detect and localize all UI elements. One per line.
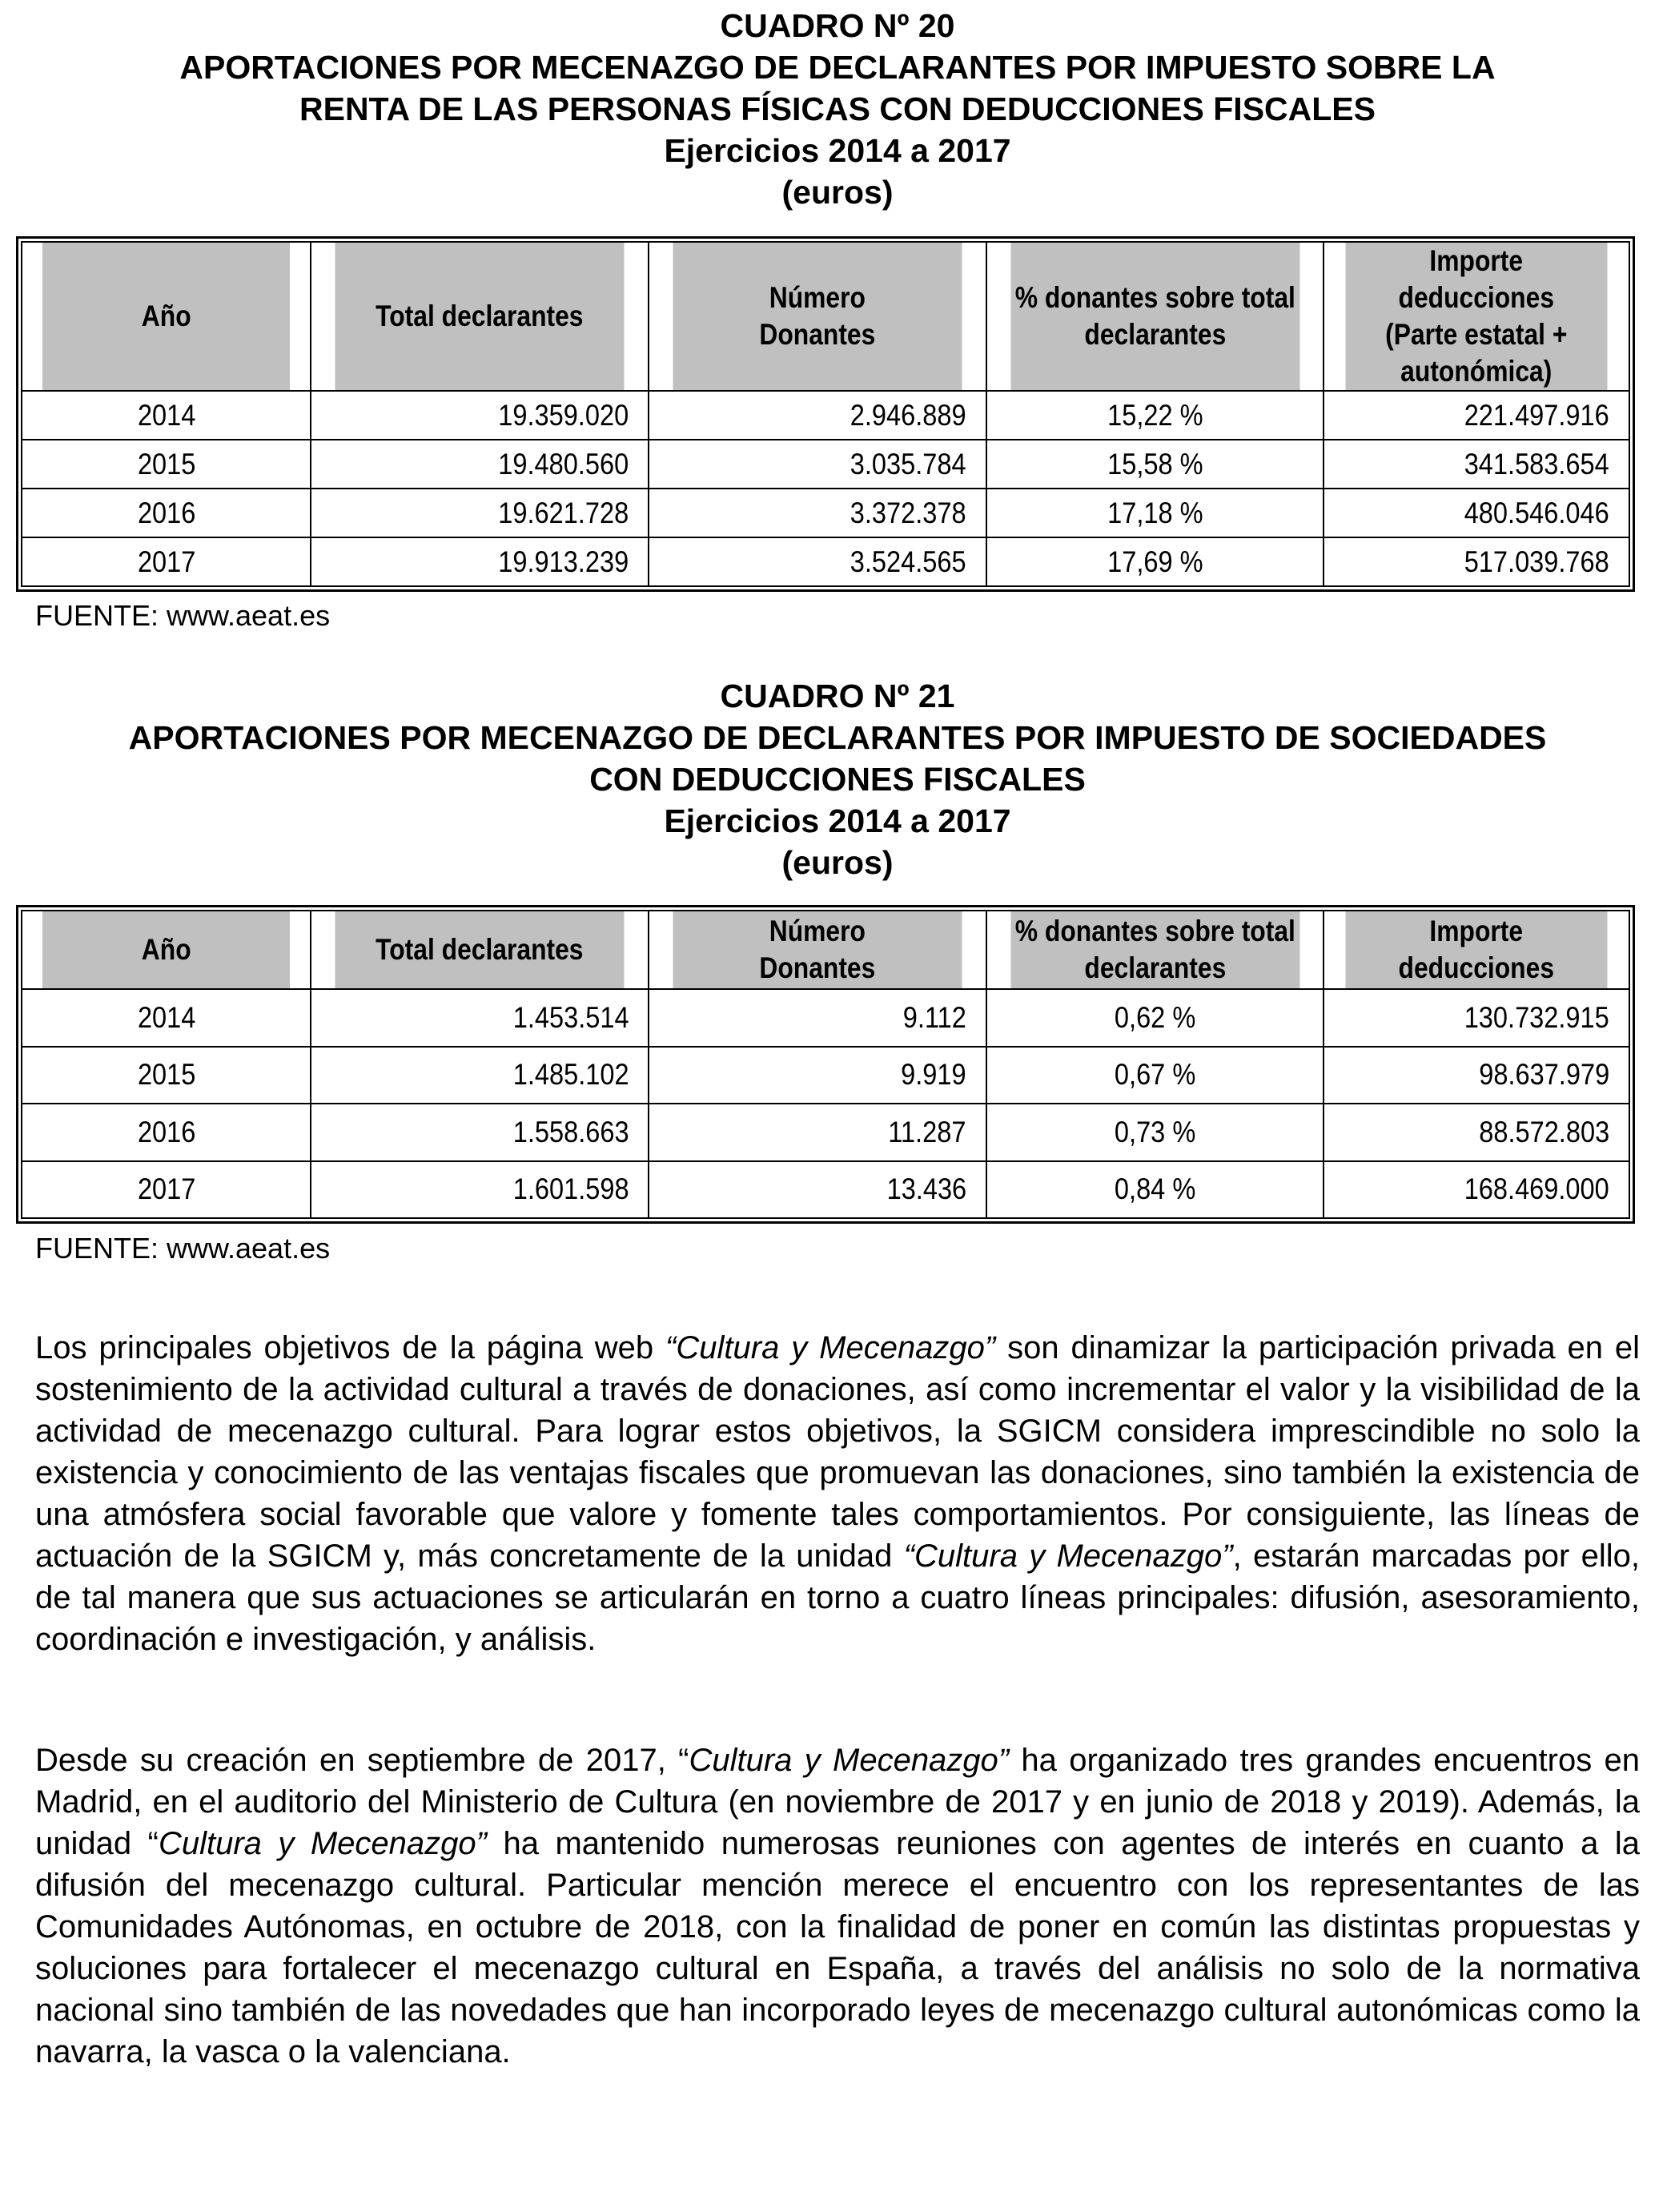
- paragraph-text: ha mantenido numerosas reuniones con agentes de interés en cuanto a la difusión del mecenazgo cultural. Particular mención merece el encuentro con los representantes de las Comunidades Autónomas, en octubre de 2018, con la finalidad de poner en común las distintas propuestas y soluciones para fortalecer el mecenazgo cultural en España, a través del análisis no solo de la normativa nacional sino también de las novedades que han incorporado leyes de mecenazgo cultural autonómicas como la navarra, la vasca o la valenciana.: [35, 1826, 1641, 2069]
- cuadro-21-period: Ejercicios 2014 a 2017: [664, 802, 1011, 839]
- cuadro-20-number: CUADRO Nº 20: [720, 7, 955, 44]
- cuadro-21-source: FUENTE: www.aeat.es: [35, 1232, 331, 1265]
- header-deduction-amount: Importe deducciones: [1345, 911, 1608, 989]
- paragraph-text: , estarán marcadas por ello, de tal manera que sus actuaciones se articularán en torno a cuatro líneas principales: difusión, asesoramiento, coordinación e investigación, y análisis.: [35, 1538, 1640, 1657]
- cuadro-20-period: Ejercicios 2014 a 2017: [664, 132, 1011, 169]
- cell-total: 1.601.598: [311, 1161, 649, 1219]
- cell-donors: 13.436: [649, 1161, 986, 1219]
- cell-year: 2016: [22, 489, 311, 537]
- cell-donors: 3.035.784: [649, 440, 986, 489]
- table-row: [22, 440, 1629, 489]
- cell-year: 2015: [22, 1047, 311, 1104]
- cell-donors: 9.112: [649, 989, 986, 1047]
- cuadro-21-title-line2: CON DEDUCCIONES FISCALES: [589, 761, 1086, 798]
- table-header-row: [22, 911, 1629, 989]
- cuadro-20-unit: (euros): [781, 174, 894, 211]
- cell-year: 2017: [22, 1161, 311, 1219]
- cell-percent: 17,18 %: [986, 489, 1324, 537]
- cell-percent: 0,84 %: [986, 1161, 1324, 1219]
- cell-total: 19.913.239: [311, 537, 649, 586]
- cell-donors: 3.372.378: [649, 489, 986, 537]
- cell-total: 1.485.102: [311, 1047, 649, 1104]
- cell-amount: 130.732.915: [1324, 989, 1629, 1047]
- header-total-declarants: Total declarantes: [335, 242, 625, 391]
- cuadro-20-caption: [32, 5, 1643, 213]
- cell-amount: 98.637.979: [1324, 1047, 1629, 1104]
- paragraph-text: Desde su creación en septiembre de 2017, “: [35, 1743, 689, 1778]
- cell-percent: 0,73 %: [986, 1104, 1324, 1161]
- cuadro-21-title-line1: APORTACIONES POR MECENAZGO DE DECLARANTES POR IMPUESTO DE SOCIEDADES: [128, 719, 1547, 756]
- header-donors: Número Donantes: [673, 242, 963, 391]
- cell-amount: 168.469.000: [1324, 1161, 1629, 1219]
- table-row: [22, 989, 1629, 1047]
- cuadro-20-title-line1: APORTACIONES POR MECENAZGO DE DECLARANTES POR IMPUESTO SOBRE LA: [179, 49, 1496, 86]
- cell-year: 2014: [22, 391, 311, 440]
- header-percent-donors: % donantes sobre total declarantes: [1010, 911, 1300, 989]
- cell-percent: 0,62 %: [986, 989, 1324, 1047]
- cuadro-21-unit: (euros): [781, 844, 894, 881]
- cell-total: 19.621.728: [311, 489, 649, 537]
- cell-percent: 15,58 %: [986, 440, 1324, 489]
- table-row: [22, 537, 1629, 586]
- cuadro-20-table: [21, 241, 1630, 587]
- body-paragraph-1: [35, 1327, 1640, 1660]
- cell-donors: 2.946.889: [649, 391, 986, 440]
- cell-amount: 341.583.654: [1324, 440, 1629, 489]
- cuadro-21-table: [21, 910, 1630, 1219]
- cell-percent: 0,67 %: [986, 1047, 1324, 1104]
- cell-donors: 9.919: [649, 1047, 986, 1104]
- cuadro-21-table-frame: [16, 905, 1635, 1224]
- table-row: [22, 1161, 1629, 1219]
- paragraph-text: son dinamizar la participación privada en el sostenimiento de la actividad cultural a través de donaciones, así como incrementar el valor y la visibilidad de la actividad de mecenazgo cultural. Para lograr estos objetivos, la SGICM considera imprescindible no solo la existencia y conocimiento de las ventajas fiscales que promuevan las donaciones, sino también la existencia de una atmósfera social favorable que valore y fomente tales comportamientos. Por consiguiente, las líneas de actuación de la SGICM y, más concretamente de la unidad: [35, 1330, 1641, 1574]
- cell-total: 1.453.514: [311, 989, 649, 1047]
- cuadro-21-caption: [32, 675, 1643, 883]
- cell-total: 1.558.663: [311, 1104, 649, 1161]
- cell-year: 2014: [22, 989, 311, 1047]
- cuadro-20-title-line2: RENTA DE LAS PERSONAS FÍSICAS CON DEDUCCIONES FISCALES: [299, 90, 1376, 127]
- cuadro-20-source: FUENTE: www.aeat.es: [35, 599, 331, 632]
- cell-total: 19.480.560: [311, 440, 649, 489]
- header-total-declarants: Total declarantes: [335, 911, 625, 989]
- table-row: [22, 1047, 1629, 1104]
- table-row: [22, 1104, 1629, 1161]
- cell-amount: 480.546.046: [1324, 489, 1629, 537]
- cell-total: 19.359.020: [311, 391, 649, 440]
- header-year: Año: [42, 911, 291, 989]
- cell-donors: 3.524.565: [649, 537, 986, 586]
- paragraph-italic-text: Cultura y Mecenazgo”: [689, 1743, 1010, 1778]
- paragraph-text: ha organizado tres grandes encuentros en Madrid, en el auditorio del Ministerio de Cultura (en noviembre de 2017 y en junio de 2018 y 2019). Además, la unidad “: [35, 1743, 1640, 1861]
- cell-percent: 15,22 %: [986, 391, 1324, 440]
- header-percent-donors: % donantes sobre total declarantes: [1010, 242, 1300, 391]
- cell-amount: 88.572.803: [1324, 1104, 1629, 1161]
- cell-year: 2017: [22, 537, 311, 586]
- table-header-row: [22, 242, 1629, 391]
- cuadro-21-number: CUADRO Nº 21: [720, 678, 955, 714]
- cuadro-20-table-frame: [16, 236, 1635, 592]
- cell-year: 2015: [22, 440, 311, 489]
- table-row: [22, 391, 1629, 440]
- paragraph-italic-text: “Cultura y Mecenazgo”: [903, 1538, 1233, 1574]
- cell-amount: 517.039.768: [1324, 537, 1629, 586]
- paragraph-text: Los principales objetivos de la página web: [35, 1330, 666, 1365]
- header-deduction-amount: Importe deducciones (Parte estatal + autonómica): [1345, 242, 1608, 391]
- header-donors: Número Donantes: [673, 911, 963, 989]
- paragraph-italic-text: “Cultura y Mecenazgo”: [665, 1330, 996, 1365]
- body-paragraph-2: [35, 1739, 1640, 2073]
- cell-donors: 11.287: [649, 1104, 986, 1161]
- paragraph-italic-text: Cultura y Mecenazgo”: [158, 1826, 487, 1861]
- header-year: Año: [42, 242, 291, 391]
- cell-amount: 221.497.916: [1324, 391, 1629, 440]
- cell-year: 2016: [22, 1104, 311, 1161]
- cell-percent: 17,69 %: [986, 537, 1324, 586]
- table-row: [22, 489, 1629, 537]
